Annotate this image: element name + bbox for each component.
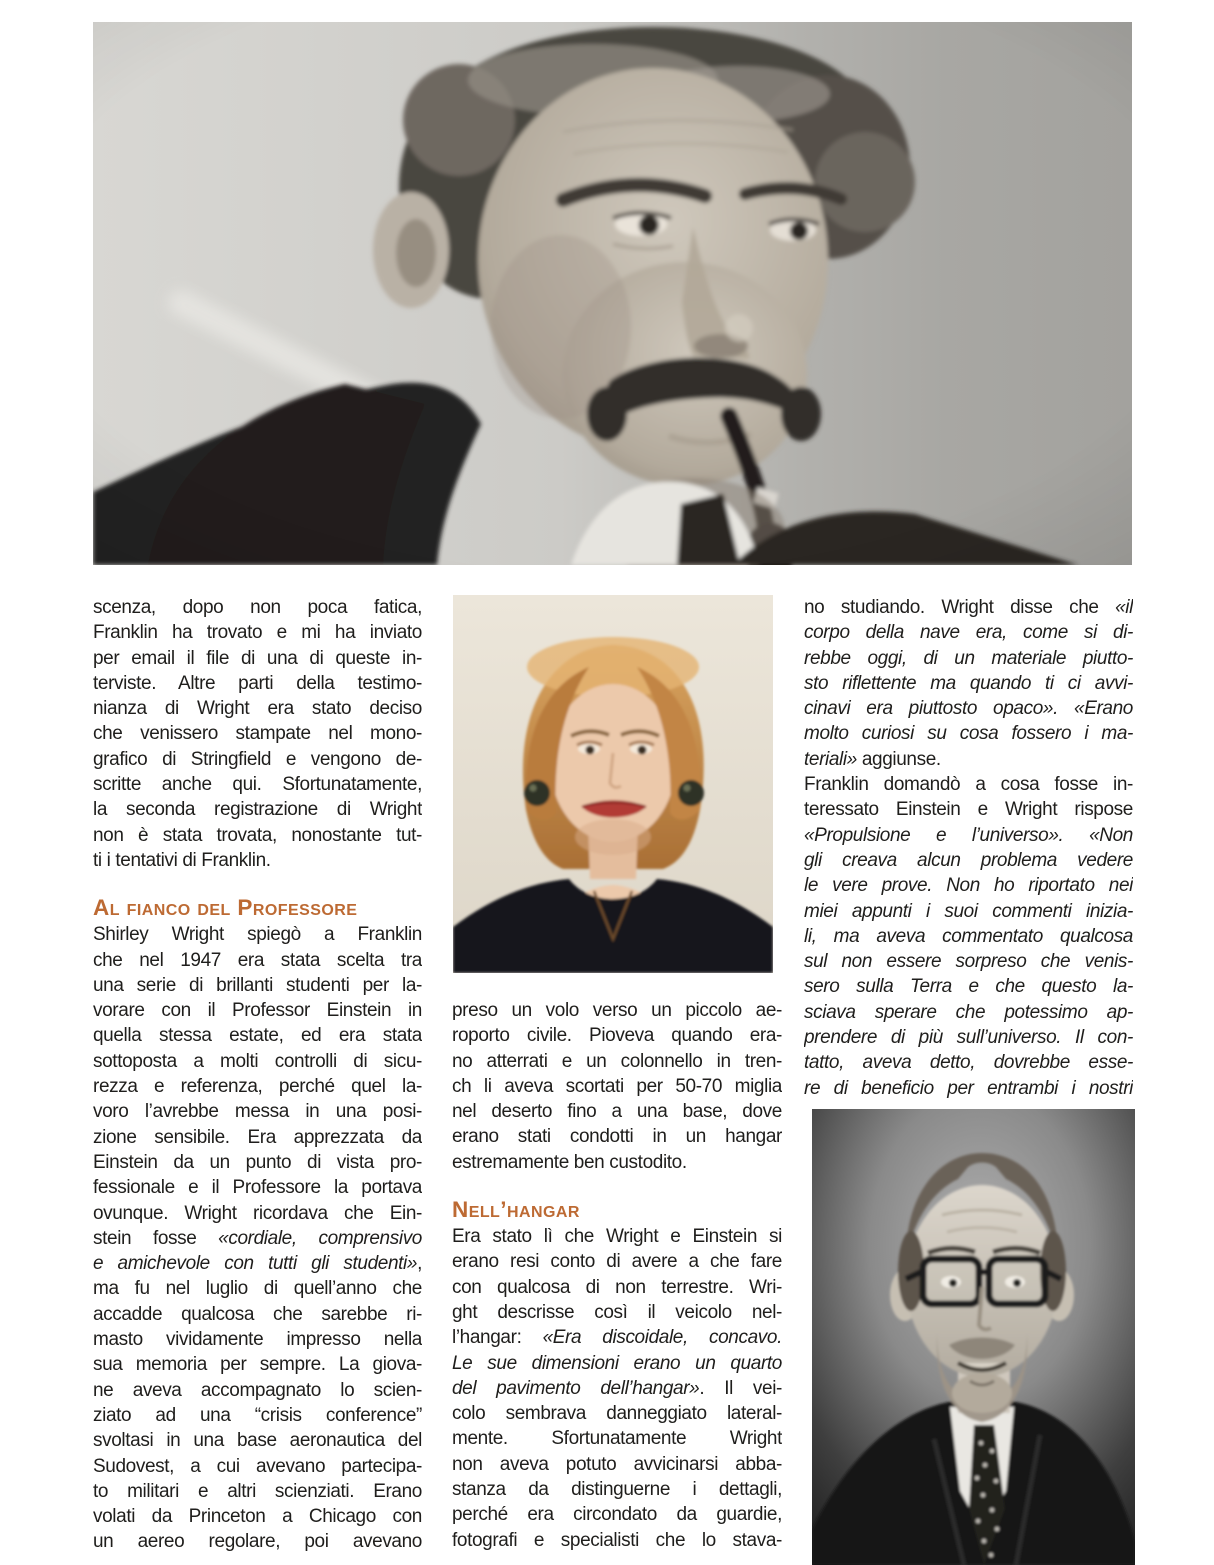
text-run: ovunque. Wright ricordava che Ein-	[93, 1202, 422, 1224]
paragraph	[452, 1224, 782, 1553]
text-run: preso un volo verso un piccolo ae-	[452, 1000, 782, 1021]
text-run: no studiando. Wright disse che	[804, 597, 1116, 618]
italic-text-run: miei appunti i suoi commenti inizia-	[804, 900, 1133, 922]
text-line	[804, 797, 1133, 822]
text-line	[452, 1023, 782, 1048]
text-line	[93, 595, 422, 620]
text-run: ght descrisse così il veicolo nel-	[452, 1301, 782, 1323]
italic-text-run: «il	[1115, 597, 1133, 618]
text-run: per email il file di una di queste in-	[93, 647, 422, 669]
text-line	[804, 924, 1133, 949]
text-line	[93, 772, 422, 797]
text-line	[93, 1175, 422, 1200]
text-run: estremamente ben custodito.	[452, 1151, 687, 1173]
italic-text-run: e amichevole con tutti gli studenti»	[93, 1253, 418, 1275]
text-run: stanza da distinguerne i dettagli,	[452, 1479, 782, 1501]
text-run: stein fosse	[93, 1227, 219, 1249]
text-run: che nel 1947 era stata scelta tra	[93, 949, 422, 971]
text-run: sua memoria per sempre. La giova-	[93, 1354, 422, 1376]
text-line	[804, 1000, 1133, 1025]
text-run: la seconda registrazione di Wright	[93, 799, 422, 821]
italic-text-run: sul non essere sorpreso che venis-	[804, 951, 1133, 973]
text-line	[452, 1351, 782, 1376]
text-run: ch li aveva scortati per 50-70 miglia	[452, 1075, 782, 1097]
text-run: to militari e altri scienziati. Erano	[93, 1480, 422, 1502]
text-line	[93, 998, 422, 1023]
italic-text-run: cinavi era piuttosto opaco». «Erano	[804, 698, 1133, 720]
text-run: grafico di Stringfield e vengono de-	[93, 748, 422, 770]
text-line	[804, 620, 1133, 645]
text-line	[93, 973, 422, 998]
text-line	[93, 1099, 422, 1124]
text-line	[452, 1401, 782, 1426]
italic-text-run: «Propulsione e l’universo». «Non	[804, 824, 1133, 846]
text-run: . Il vei-	[699, 1377, 782, 1399]
text-line	[804, 721, 1133, 746]
text-run: Sudovest, a cui avevano partecipa-	[93, 1455, 422, 1477]
italic-text-run: sto riflettente ma quando ti ci avvi-	[804, 672, 1133, 694]
text-run: scenza, dopo non poca fatica,	[93, 597, 422, 618]
text-line	[93, 1150, 422, 1175]
text-line	[93, 1454, 422, 1479]
text-line	[804, 1076, 1133, 1101]
text-run: teressato Einstein e Wright rispose	[804, 799, 1133, 821]
italic-text-run: le vere prove. Non ho riportato nei	[804, 875, 1133, 897]
text-line	[452, 1528, 782, 1553]
text-run: nel deserto fino a una base, dove	[452, 1101, 782, 1123]
text-run: Shirley Wright spiegò a Franklin	[93, 924, 422, 946]
text-run: ti i tentativi di Franklin.	[93, 849, 271, 871]
text-run: nianza di Wright era stato deciso	[93, 698, 422, 720]
section-heading: Al fianco del Professore	[93, 895, 358, 921]
text-line	[452, 1150, 782, 1175]
text-run: roporto civile. Pioveva quando era-	[452, 1025, 782, 1047]
text-run: sottoposta a molti controlli di sicu-	[93, 1050, 422, 1072]
text-line	[93, 948, 422, 973]
text-run: Franklin domandò a cosa fosse in-	[804, 774, 1133, 796]
text-line	[93, 1251, 422, 1276]
text-line	[804, 974, 1133, 999]
italic-text-run: «cordiale, comprensivo	[218, 1227, 422, 1249]
italic-text-run: del pavimento dell’hangar»	[452, 1377, 700, 1399]
paragraph	[452, 998, 782, 1175]
paragraph	[804, 595, 1133, 772]
text-line	[93, 671, 422, 696]
text-run: erano resi conto di avere a che fare	[452, 1251, 782, 1273]
text-line	[93, 1428, 422, 1453]
text-run: ziato ad una “crisis conference”	[93, 1404, 422, 1426]
einstein-photo	[93, 22, 1132, 565]
text-line	[452, 1074, 782, 1099]
text-line	[93, 1504, 422, 1529]
text-line	[804, 1050, 1133, 1075]
italic-text-run: Le sue dimensioni erano un quarto	[452, 1352, 782, 1374]
einstein-photo-graphic	[93, 22, 1132, 565]
text-column-middle	[452, 998, 782, 1553]
text-line	[804, 1025, 1133, 1050]
text-line	[452, 1249, 782, 1274]
text-line	[93, 1352, 422, 1377]
text-line	[93, 1049, 422, 1074]
text-run: una serie di brillanti studenti per la-	[93, 974, 422, 996]
woman-portrait-photo	[453, 595, 773, 973]
text-line	[804, 646, 1133, 671]
text-line	[452, 998, 782, 1023]
text-line	[452, 1477, 782, 1502]
italic-text-run: corpo della nave era, come si di-	[804, 622, 1133, 644]
text-run: ,	[417, 1253, 422, 1275]
paragraph	[93, 595, 422, 873]
text-run: un aereo regolare, poi avevano	[93, 1531, 422, 1553]
text-run: mente. Sfortunatamente Wright	[452, 1428, 782, 1450]
text-line	[93, 646, 422, 671]
text-line	[93, 1479, 422, 1504]
man-portrait-graphic	[812, 1109, 1135, 1565]
paragraph	[93, 922, 422, 1554]
text-line	[93, 1378, 422, 1403]
text-run: no atterrati e un colonnello in tren-	[452, 1050, 782, 1072]
text-run: ne aveva accompagnato lo scien-	[93, 1379, 422, 1401]
paragraph	[804, 772, 1133, 1101]
text-line	[93, 1403, 422, 1428]
text-line	[804, 671, 1133, 696]
text-line	[93, 1276, 422, 1301]
text-line	[804, 848, 1133, 873]
text-run: Franklin ha trovato e mi ha inviato	[93, 622, 422, 644]
text-run: fessionale e il Professore la portava	[93, 1177, 422, 1199]
text-line	[93, 1226, 422, 1251]
italic-text-run: gli creava alcun problema vedere	[804, 849, 1133, 871]
text-line	[452, 1275, 782, 1300]
text-run: volati da Princeton a Chicago con	[93, 1506, 422, 1528]
text-line	[93, 823, 422, 848]
text-line	[804, 696, 1133, 721]
text-line	[804, 595, 1133, 620]
text-run: aggiunse.	[856, 748, 941, 770]
text-run: colo sembrava danneggiato lateral-	[452, 1403, 782, 1425]
italic-text-run: prendere di più sull’universo. Il con-	[804, 1027, 1133, 1049]
text-line	[93, 797, 422, 822]
text-line	[452, 1325, 782, 1350]
text-line	[93, 922, 422, 947]
text-run: perché era circondato da guardie,	[452, 1504, 782, 1526]
text-line	[452, 1426, 782, 1451]
text-run: vorare con il Professor Einstein in	[93, 1000, 422, 1022]
text-line	[452, 1376, 782, 1401]
text-line	[93, 696, 422, 721]
text-run: l’hangar:	[452, 1327, 543, 1349]
text-line	[452, 1124, 782, 1149]
text-line	[452, 1502, 782, 1527]
italic-text-run: re di beneficio per entrambi i nostri	[804, 1077, 1133, 1099]
text-run: ma fu nel luglio di quell’anno che	[93, 1278, 422, 1300]
text-line	[93, 620, 422, 645]
text-line	[93, 1201, 422, 1226]
text-line	[452, 1452, 782, 1477]
text-line	[804, 949, 1133, 974]
text-run: non è stata trovata, nonostante tut-	[93, 824, 422, 846]
italic-text-run: «Era discoidale, concavo.	[542, 1327, 782, 1349]
woman-portrait-graphic	[453, 595, 773, 973]
text-line	[804, 772, 1133, 797]
italic-text-run: molto curiosi su cosa fossero i ma-	[804, 723, 1133, 745]
text-line	[804, 747, 1133, 772]
italic-text-run: rebbe oggi, di un materiale piutto-	[804, 647, 1133, 669]
section-heading: Nell’hangar	[452, 1197, 580, 1223]
text-run: con qualcosa di non terrestre. Wri-	[452, 1276, 782, 1298]
text-line	[93, 1302, 422, 1327]
text-run: quella stessa estate, ed era stata	[93, 1025, 422, 1047]
text-line	[452, 1224, 782, 1249]
text-column-left	[93, 595, 422, 1555]
italic-text-run: teriali»	[804, 748, 857, 770]
italic-text-run: li, ma aveva commentato qualcosa	[804, 925, 1133, 947]
text-line	[93, 747, 422, 772]
text-run: Era stato lì che Wright e Einstein si	[452, 1226, 782, 1248]
text-line	[93, 1074, 422, 1099]
text-line	[93, 1125, 422, 1150]
text-run: scritte anche qui. Sfortunatamente,	[93, 774, 422, 796]
text-run: non aveva potuto avvicinarsi abba-	[452, 1453, 782, 1475]
text-run: rezza e referenza, perché quel la-	[93, 1076, 422, 1098]
text-line	[93, 1529, 422, 1554]
text-line	[93, 848, 422, 873]
text-run: Einstein da un punto di vista pro-	[93, 1151, 422, 1173]
text-run: che venissero stampate nel mono-	[93, 723, 422, 745]
italic-text-run: sciava sperare che potessimo ap-	[804, 1001, 1133, 1023]
text-line	[804, 823, 1133, 848]
italic-text-run: sero sulla Terra e che questo la-	[804, 976, 1133, 998]
text-run: voro l’avrebbe messa in una posi-	[93, 1101, 422, 1123]
text-run: svoltasi in una base aeronautica del	[93, 1430, 422, 1452]
text-line	[93, 1023, 422, 1048]
text-line	[804, 873, 1133, 898]
man-portrait-photo	[812, 1109, 1135, 1565]
text-line	[93, 1327, 422, 1352]
text-column-right	[804, 595, 1133, 1101]
text-run: zione sensibile. Era apprezzata da	[93, 1126, 422, 1148]
text-run: terviste. Altre parti della testimo-	[93, 672, 422, 694]
text-line	[804, 899, 1133, 924]
italic-text-run: tatto, aveva detto, dovrebbe esse-	[804, 1052, 1133, 1074]
text-run: fotografi e specialisti che lo stava-	[452, 1529, 782, 1551]
text-line	[93, 721, 422, 746]
text-line	[452, 1300, 782, 1325]
text-line	[452, 1099, 782, 1124]
text-line	[452, 1049, 782, 1074]
text-run: accadde qualcosa che sarebbe ri-	[93, 1303, 422, 1325]
text-run: masto vividamente impresso nella	[93, 1329, 422, 1351]
text-run: erano stati condotti in un hangar	[452, 1126, 782, 1148]
